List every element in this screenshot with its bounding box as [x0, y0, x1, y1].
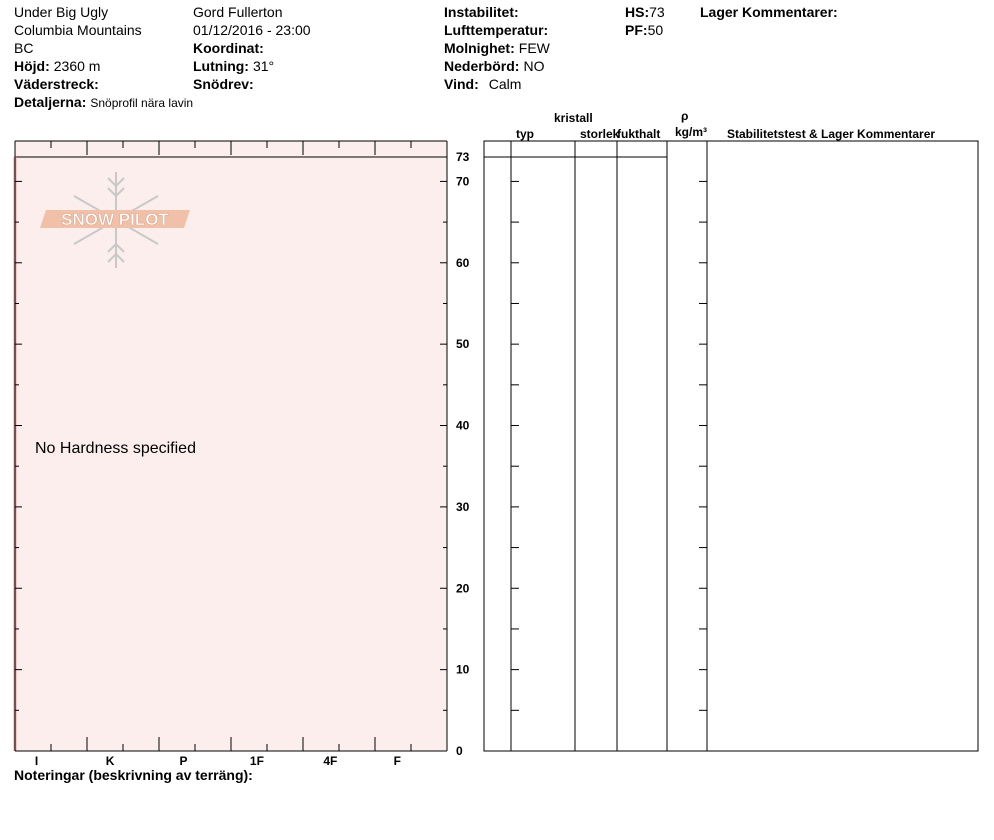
- hardness-tick-label: 1F: [249, 754, 264, 768]
- height-tick-label: 40: [456, 418, 470, 433]
- stability-header: Stabilitetstest & Lager Kommentarer: [727, 127, 936, 141]
- notes-label: Noteringar (beskrivning av terräng):: [14, 767, 253, 783]
- drift-label: Snödrev:: [193, 76, 254, 92]
- hardness-tick-label: K: [105, 754, 115, 768]
- coordinate-label: Koordinat:: [193, 40, 264, 56]
- hardness-tick-label: I: [34, 754, 39, 768]
- region: BC: [14, 40, 34, 56]
- height-tick-label: 30: [456, 499, 470, 514]
- precip-label: Nederbörd:: [444, 58, 520, 74]
- instability-label: Instabilitet:: [444, 4, 519, 20]
- density-unit-header: kg/m³: [675, 125, 708, 139]
- details-label: Detaljerna:: [14, 94, 87, 110]
- sky-value: FEW: [518, 40, 550, 56]
- pf-label: PF:: [625, 22, 648, 38]
- height-tick-label: 50: [456, 337, 470, 352]
- observation-datetime: 01/12/2016 - 23:00: [193, 22, 311, 38]
- location-name: Under Big Ugly: [14, 4, 109, 20]
- air-temp-label: Lufttemperatur:: [444, 22, 549, 38]
- height-tick-label: 70: [456, 174, 470, 189]
- aspect-label: Väderstreck:: [14, 76, 99, 92]
- hs-label: HS:: [625, 4, 650, 20]
- hardness-axis-labels: [35, 754, 401, 768]
- pf-value: 50: [647, 22, 664, 38]
- layer-comments-label: Lager Kommentarer:: [700, 4, 838, 20]
- hs-value: 73: [649, 4, 665, 20]
- crystal-header: kristall: [554, 111, 593, 125]
- hardness-tick-label: P: [179, 754, 188, 768]
- height-tick-label: 20: [456, 581, 470, 596]
- wind-label: Vind:: [444, 76, 479, 92]
- layer-table-frame: [484, 141, 978, 751]
- moisture-header: fukthalt: [617, 127, 661, 141]
- height-tick-label: 60: [456, 255, 470, 270]
- type-header: typ: [516, 127, 534, 141]
- precip-value: NO: [523, 58, 545, 74]
- mountain-range: Columbia Mountains: [14, 22, 142, 38]
- height-tick-label: 0: [456, 744, 463, 758]
- elevation-label: Höjd:: [14, 58, 50, 74]
- slope-label: Lutning:: [193, 58, 249, 74]
- snow-height-label: 73: [456, 150, 470, 164]
- logo-text: SNOW PILOT: [61, 210, 169, 229]
- hardness-tick-label: F: [393, 754, 401, 768]
- size-header: storlek: [580, 127, 620, 141]
- wind-value: Calm: [488, 76, 522, 92]
- hardness-tick-label: 4F: [323, 754, 338, 768]
- rho-header: ρ: [681, 109, 689, 123]
- observer-name: Gord Fullerton: [193, 4, 283, 20]
- details-value: Snöprofil nära lavin: [90, 96, 194, 110]
- table-height-ticks: [511, 181, 707, 751]
- elevation-value: 2360 m: [53, 58, 101, 74]
- height-tick-label: 10: [456, 662, 470, 677]
- sky-label: Molnighet:: [444, 40, 515, 56]
- snow-pilot-logo: [38, 170, 194, 270]
- no-hardness-message: No Hardness specified: [35, 440, 196, 457]
- slope-value: 31°: [252, 58, 275, 74]
